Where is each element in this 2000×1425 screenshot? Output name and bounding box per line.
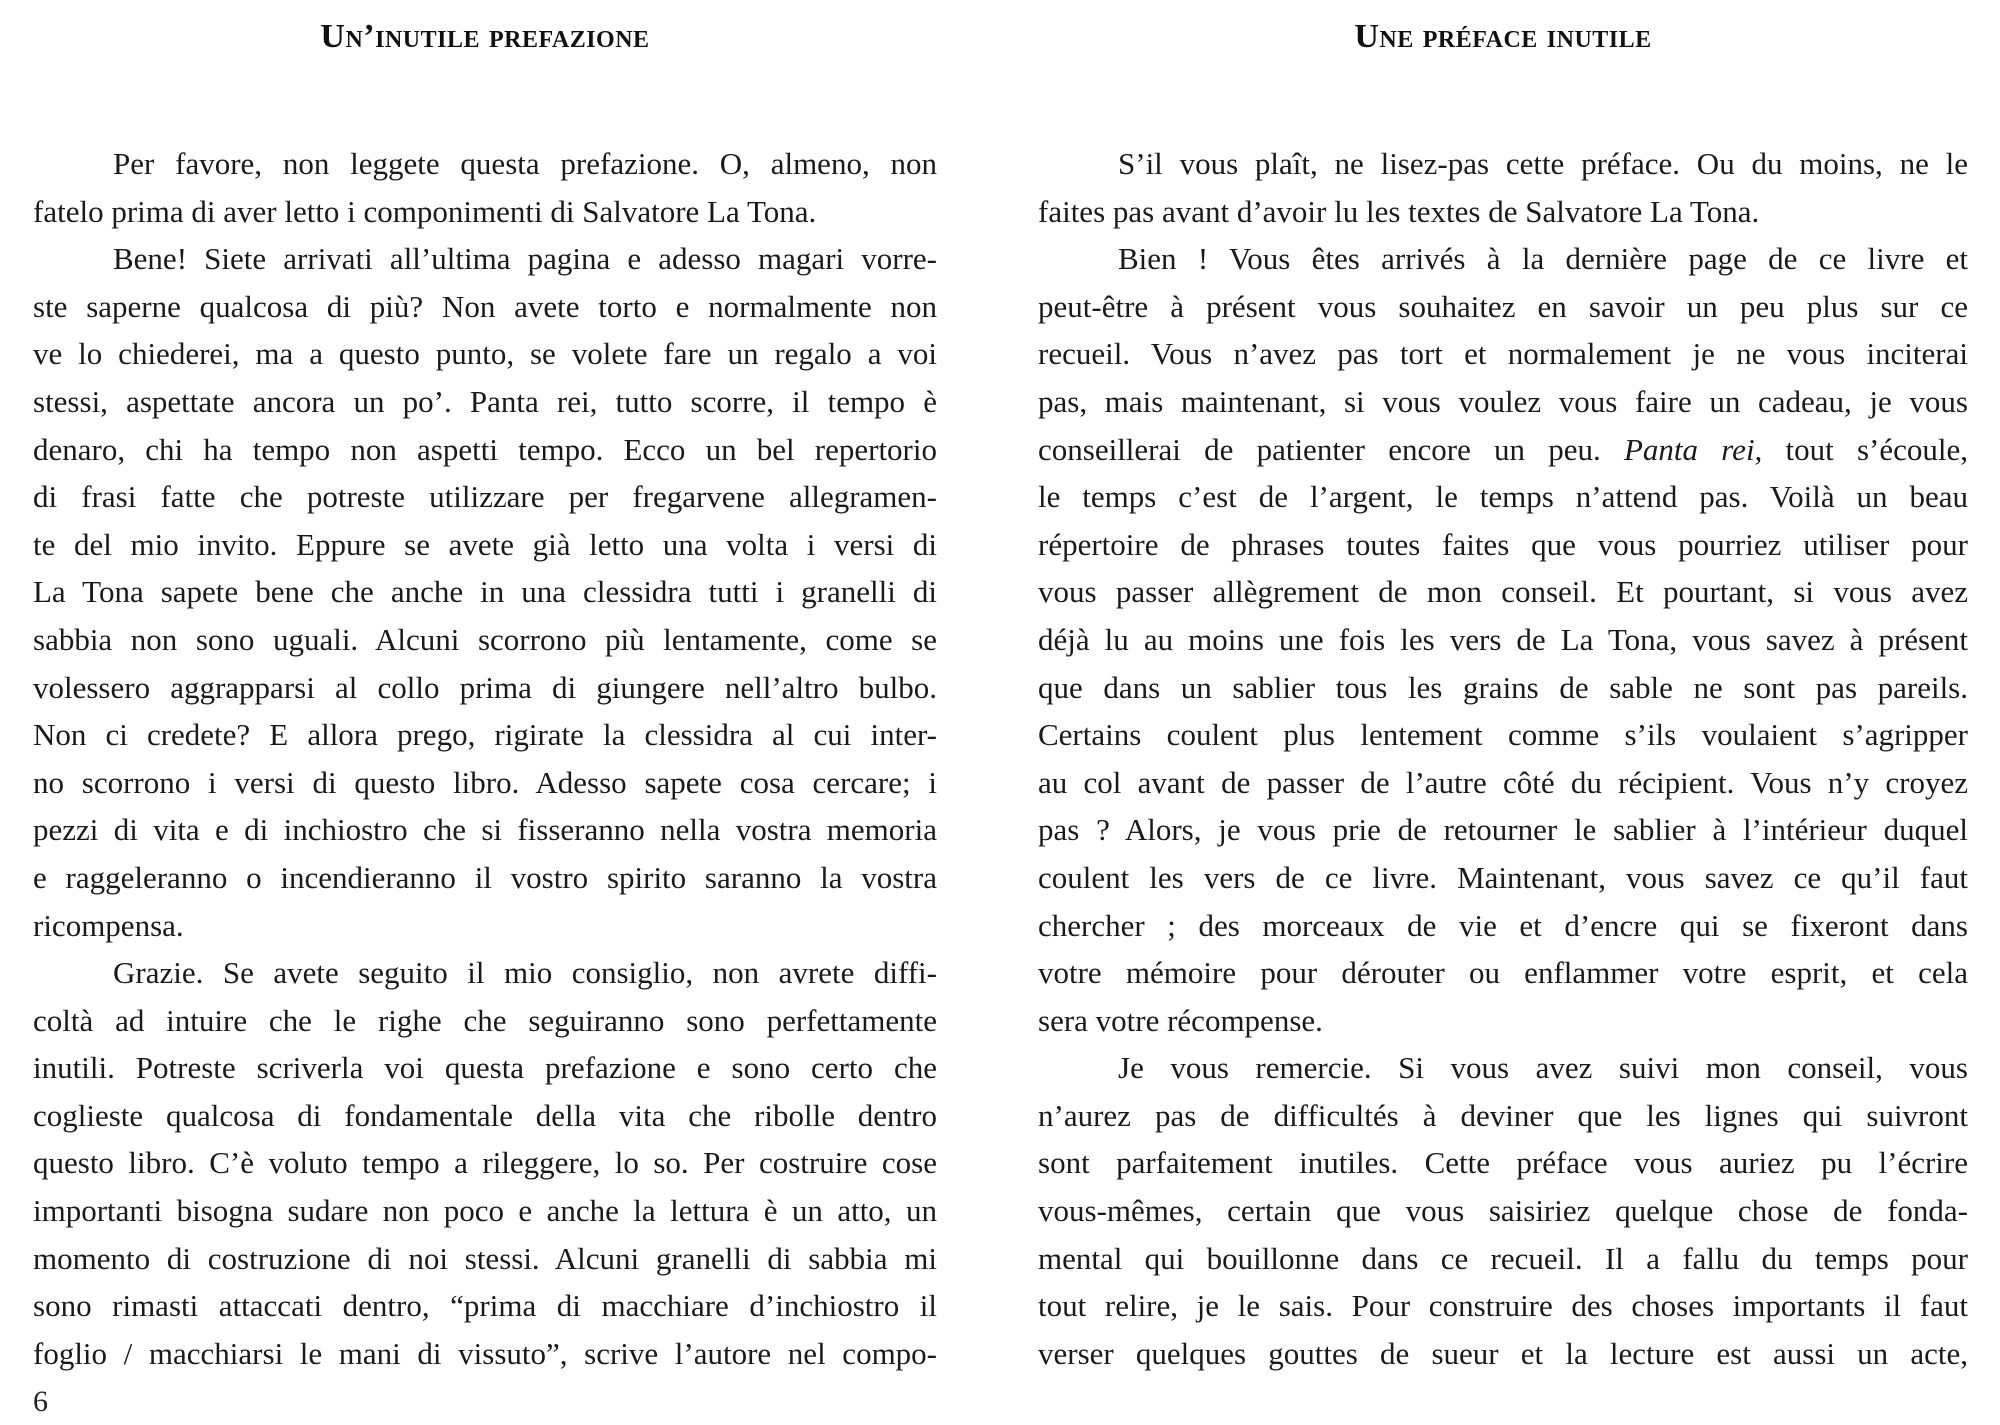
text-line: no scorrono i versi di questo libro. Adesso sapete cosa cercare; i	[33, 764, 937, 800]
text-line: coltà ad intuire che le righe che seguiranno sono perfettamente	[33, 1002, 937, 1038]
text-line: pas, mais maintenant, si vous voulez vous faire un cadeau, je vous	[1038, 383, 1968, 419]
text-line: n’aurez pas de difficultés à deviner que les lignes qui suivront	[1038, 1097, 1968, 1133]
text-line: Bene! Siete arrivati all’ultima pagina e adesso magari vorre-	[113, 241, 937, 277]
text-line: recueil. Vous n’avez pas tort et normalement je ne vous inciterai	[1038, 336, 1968, 372]
text-line: inutili. Potreste scriverla voi questa prefazione e sono certo che	[33, 1050, 937, 1086]
text-line: pas ? Alors, je vous prie de retourner le sablier à l’intérieur duquel	[1038, 812, 1968, 848]
text-line: chercher ; des morceaux de vie et d’encre qui se fixeront dans	[1038, 907, 1968, 943]
text-line: répertoire de phrases toutes faites que vous pourriez utiliser pour	[1038, 526, 1968, 562]
text-line: Non ci credete? E allora prego, rigirate la clessidra al cui inter-	[33, 717, 937, 753]
text-line: sera votre récompense.	[1038, 1002, 1323, 1038]
text-line: coglieste qualcosa di fondamentale della vita che ribolle dentro	[33, 1097, 937, 1133]
text-line: verser quelques gouttes de sueur et la lecture est aussi un acte,	[1038, 1335, 1968, 1371]
text-line: vous-mêmes, certain que vous saisiriez quelque chose de fonda-	[1038, 1193, 1968, 1229]
text-line: La Tona sapete bene che anche in una clessidra tutti i granelli di	[33, 574, 937, 610]
text-line: fatelo prima di aver letto i componimenti di Salvatore La Tona.	[33, 193, 817, 229]
text-line: S’il vous plaît, ne lisez-pas cette préface. Ou du moins, ne le	[1118, 146, 1968, 181]
body-text-french	[1038, 140, 1968, 1377]
right-page-french	[1000, 0, 2000, 1425]
text-line: Certains coulent plus lentement comme s’ils voulaient s’agripper	[1038, 717, 1968, 753]
text-line: Grazie. Se avete seguito il mio consiglio, non avrete diffi-	[113, 955, 937, 991]
text-line: questo libro. C’è voluto tempo a rileggere, lo so. Per costruire cose	[33, 1145, 937, 1181]
page-title-italian: Un’inutile prefazione	[320, 18, 650, 55]
text-line: peut-être à présent vous souhaitez en savoir un peu plus sur ce	[1038, 288, 1968, 324]
text-line: stessi, aspettate ancora un po’. Panta rei, tutto scorre, il tempo è	[33, 383, 937, 419]
text-line: déjà lu au moins une fois les vers de La Tona, vous savez à présent	[1038, 621, 1968, 657]
text-line: coulent les vers de ce livre. Maintenant, vous savez ce qu’il faut	[1038, 859, 1968, 895]
text-line: denaro, chi ha tempo non aspetti tempo. Ecco un bel repertorio	[33, 431, 937, 467]
text-line: foglio / macchiarsi le mani di vissuto”, scrive l’autore nel compo-	[33, 1335, 937, 1371]
text-line: importanti bisogna sudare non poco e anche la lettura è un atto, un	[33, 1193, 937, 1229]
page-title-french: Une préface inutile	[1354, 18, 1652, 55]
text-line: mental qui bouillonne dans ce recueil. Il a fallu du temps pour	[1038, 1240, 1968, 1276]
text-line: di frasi fatte che potreste utilizzare per fregarvene allegramen-	[33, 479, 937, 515]
text-line: ricompensa.	[33, 907, 184, 943]
text-line: pezzi di vita e di inchiostro che si fisseranno nella vostra memoria	[33, 812, 937, 848]
text-line: tout relire, je le sais. Pour construire des choses importants il faut	[1038, 1288, 1968, 1324]
text-line: te del mio invito. Eppure se avete già letto una volta i versi di	[33, 526, 937, 562]
text-line: vous passer allègrement de mon conseil. Et pourtant, si vous avez	[1038, 574, 1968, 610]
text-line: e raggeleranno o incendieranno il vostro spirito saranno la vostra	[33, 859, 937, 895]
text-line: momento di costruzione di noi stessi. Alcuni granelli di sabbia mi	[33, 1240, 937, 1276]
text-line: Je vous remercie. Si vous avez suivi mon conseil, vous	[1118, 1050, 1968, 1086]
text-line: au col avant de passer de l’autre côté du récipient. Vous n’y croyez	[1038, 764, 1968, 800]
text-line: le temps c’est de l’argent, le temps n’attend pas. Voilà un beau	[1038, 479, 1968, 515]
text-line: sono rimasti attaccati dentro, “prima di macchiare d’inchiostro il	[33, 1288, 937, 1324]
text-line: Bien ! Vous êtes arrivés à la dernière page de ce livre et	[1118, 241, 1968, 277]
text-line: conseillerai de patienter encore un peu. Panta rei, tout s’écoule,	[1038, 431, 1968, 467]
text-line: ve lo chiederei, ma a questo punto, se volete fare un regalo a voi	[33, 336, 937, 372]
text-line: volessero aggrapparsi al collo prima di giungere nell’altro bulbo.	[33, 669, 937, 705]
text-line: Per favore, non leggete questa prefazione. O, almeno, non	[113, 146, 937, 181]
text-line: votre mémoire pour dérouter ou enflammer votre esprit, et cela	[1038, 955, 1968, 991]
text-line: sont parfaitement inutiles. Cette préface vous auriez pu l’écrire	[1038, 1145, 1968, 1181]
text-line: faites pas avant d’avoir lu les textes de Salvatore La Tona.	[1038, 193, 1760, 229]
text-line: ste saperne qualcosa di più? Non avete torto e normalmente non	[33, 288, 937, 324]
text-line: sabbia non sono uguali. Alcuni scorrono più lentamente, come se	[33, 621, 937, 657]
text-line: que dans un sablier tous les grains de sable ne sont pas pareils.	[1038, 669, 1968, 705]
body-text-italian	[33, 140, 937, 1377]
page-number: 6	[33, 1385, 48, 1418]
